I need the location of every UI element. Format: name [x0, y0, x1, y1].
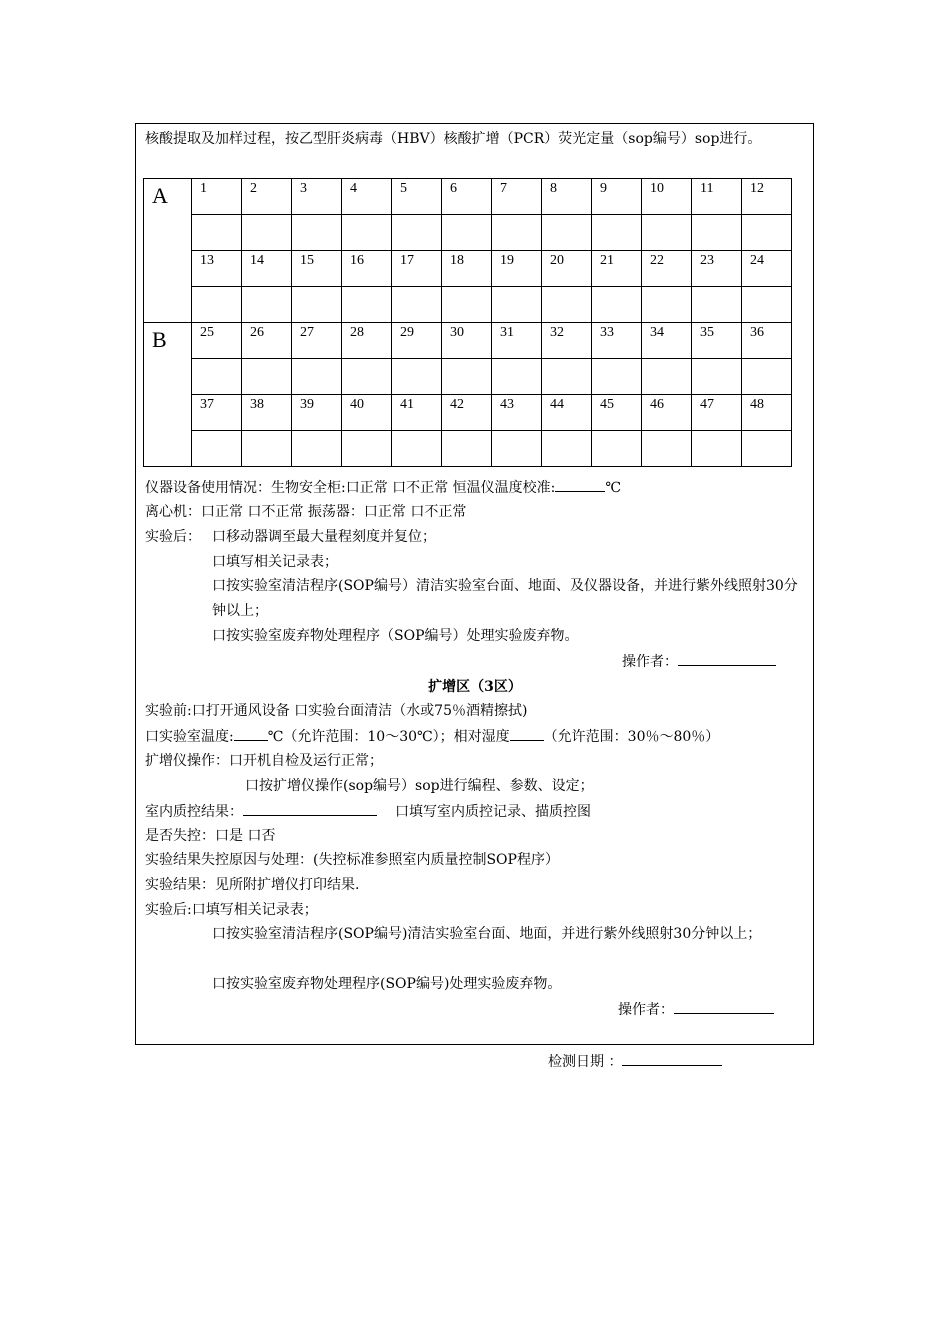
- well-entry-cell[interactable]: [542, 431, 592, 467]
- well-number: 34: [642, 323, 692, 359]
- well-number: 39: [292, 395, 342, 431]
- well-number: 43: [492, 395, 542, 431]
- well-number: 5: [392, 179, 442, 215]
- section-title: 扩增区（3区）: [428, 679, 522, 695]
- well-entry-cell[interactable]: [542, 215, 592, 251]
- well-number: 26: [242, 323, 292, 359]
- amp-after-item-1: 口按实验室清洁程序(SOP编号)清洁实验室台面、地面，并进行紫外线照射30分钟以上；: [212, 926, 762, 942]
- qc-result-blank[interactable]: [243, 801, 377, 816]
- well-entry-cell[interactable]: [242, 215, 292, 251]
- well-number: 22: [642, 251, 692, 287]
- well-number: 15: [292, 251, 342, 287]
- well-entry-cell[interactable]: [642, 431, 692, 467]
- well-entry-cell[interactable]: [392, 359, 442, 395]
- well-entry-cell[interactable]: [492, 287, 542, 323]
- operator-1: 操作者：: [622, 651, 776, 671]
- well-entry-cell[interactable]: [442, 359, 492, 395]
- well-entry-cell[interactable]: [492, 359, 542, 395]
- well-entry-cell[interactable]: [342, 431, 392, 467]
- well-number: 45: [592, 395, 642, 431]
- well-number: 35: [692, 323, 742, 359]
- humidity-blank[interactable]: [510, 726, 544, 741]
- well-number: 24: [742, 251, 792, 287]
- operator-2: 操作者：: [618, 999, 774, 1019]
- loss-control-line: 是否失控：口是 口否: [145, 828, 276, 844]
- well-entry-cell[interactable]: [592, 215, 642, 251]
- temperature-blank[interactable]: [555, 477, 605, 492]
- well-number: 36: [742, 323, 792, 359]
- well-number: 23: [692, 251, 742, 287]
- well-entry-cell[interactable]: [192, 287, 242, 323]
- well-number: 14: [242, 251, 292, 287]
- sample-plate-table: [143, 178, 792, 467]
- well-number: 9: [592, 179, 642, 215]
- well-entry-cell[interactable]: [192, 215, 242, 251]
- well-entry-cell[interactable]: [492, 431, 542, 467]
- well-number: 29: [392, 323, 442, 359]
- operator-1-blank[interactable]: [678, 651, 776, 666]
- well-entry-cell[interactable]: [292, 215, 342, 251]
- well-number: 20: [542, 251, 592, 287]
- well-entry-cell[interactable]: [692, 287, 742, 323]
- well-number: 21: [592, 251, 642, 287]
- intro-text: 核酸提取及加样过程，按乙型肝炎病毒（HBV）核酸扩增（PCR）荧光定量（sop编号）sop进行。: [145, 131, 762, 147]
- well-entry-cell[interactable]: [692, 431, 742, 467]
- well-number: 25: [192, 323, 242, 359]
- well-entry-cell[interactable]: [342, 359, 392, 395]
- well-number: 18: [442, 251, 492, 287]
- well-entry-cell[interactable]: [292, 359, 342, 395]
- well-entry-cell[interactable]: [342, 287, 392, 323]
- well-number: 1: [192, 179, 242, 215]
- well-entry-cell[interactable]: [292, 287, 342, 323]
- amp-after-item-2: 口按实验室废弃物处理程序(SOP编号)处理实验废弃物。: [212, 976, 562, 992]
- well-entry-cell[interactable]: [192, 359, 242, 395]
- well-entry-cell[interactable]: [442, 431, 492, 467]
- well-entry-cell[interactable]: [642, 287, 692, 323]
- well-entry-cell[interactable]: [742, 215, 792, 251]
- well-number: 47: [692, 395, 742, 431]
- after-item-3: 口按实验室清洁程序(SOP编号）清洁实验室台面、地面、及仪器设备，并进行紫外线照射30分钟以上；: [212, 578, 798, 619]
- amp-temp-line: 口实验室温度: ℃（允许范围：10～30℃）；相对湿度 （允许范围：30％～80％）: [145, 726, 719, 747]
- after-item-2: 口填写相关记录表；: [212, 554, 338, 570]
- well-number: 17: [392, 251, 442, 287]
- group-label: A: [144, 179, 192, 323]
- result-line: 实验结果：见所附扩增仪打印结果.: [145, 877, 360, 893]
- well-entry-cell[interactable]: [392, 215, 442, 251]
- well-number: 31: [492, 323, 542, 359]
- well-entry-cell[interactable]: [542, 287, 592, 323]
- well-number: 32: [542, 323, 592, 359]
- well-number: 6: [442, 179, 492, 215]
- well-entry-cell[interactable]: [342, 215, 392, 251]
- lab-temp-blank[interactable]: [234, 726, 268, 741]
- well-number: 13: [192, 251, 242, 287]
- well-entry-cell[interactable]: [542, 359, 592, 395]
- test-date-blank[interactable]: [622, 1051, 722, 1066]
- amp-op-1: 扩增仪操作：口开机自检及运行正常；: [145, 753, 383, 769]
- well-number: 3: [292, 179, 342, 215]
- well-entry-cell[interactable]: [642, 359, 692, 395]
- test-date: 检测日期 ：: [548, 1051, 722, 1071]
- cause-line: 实验结果失控原因与处理：(失控标准参照室内质量控制SOP程序）: [145, 852, 559, 868]
- well-entry-cell[interactable]: [492, 215, 542, 251]
- well-number: 19: [492, 251, 542, 287]
- well-number: 37: [192, 395, 242, 431]
- well-number: 46: [642, 395, 692, 431]
- well-entry-cell[interactable]: [392, 431, 442, 467]
- well-number: 44: [542, 395, 592, 431]
- equipment-line-1: 仪器设备使用情况：生物安全柜:口正常 口不正常 恒温仪温度校准: ℃: [145, 477, 621, 498]
- well-number: 11: [692, 179, 742, 215]
- well-number: 42: [442, 395, 492, 431]
- qc-line: 室内质控结果： 口填写室内质控记录、描质控图: [145, 801, 591, 822]
- well-entry-cell[interactable]: [692, 359, 742, 395]
- well-number: 10: [642, 179, 692, 215]
- well-number: 30: [442, 323, 492, 359]
- well-entry-cell[interactable]: [442, 287, 492, 323]
- well-number: 48: [742, 395, 792, 431]
- well-entry-cell[interactable]: [242, 431, 292, 467]
- well-entry-cell[interactable]: [592, 359, 642, 395]
- well-entry-cell[interactable]: [392, 287, 442, 323]
- group-label: B: [144, 323, 192, 467]
- well-entry-cell[interactable]: [442, 215, 492, 251]
- amp-op-2: 口按扩增仪操作(sop编号）sop进行编程、参数、设定；: [245, 778, 594, 794]
- well-entry-cell[interactable]: [692, 215, 742, 251]
- well-number: 7: [492, 179, 542, 215]
- after-label: 实验后：: [145, 529, 201, 545]
- operator-2-blank[interactable]: [674, 999, 774, 1014]
- well-number: 16: [342, 251, 392, 287]
- well-entry-cell[interactable]: [242, 359, 292, 395]
- after-item-4: 口按实验室废弃物处理程序（SOP编号）处理实验废弃物。: [212, 628, 579, 644]
- well-number: 27: [292, 323, 342, 359]
- well-number: 40: [342, 395, 392, 431]
- equipment-line-2: 离心机：口正常 口不正常 振荡器：口正常 口不正常: [145, 504, 467, 520]
- after-item-1: 口移动器调至最大量程刻度并复位；: [212, 529, 436, 545]
- well-entry-cell[interactable]: [742, 431, 792, 467]
- well-entry-cell[interactable]: [192, 431, 242, 467]
- well-entry-cell[interactable]: [592, 287, 642, 323]
- well-number: 8: [542, 179, 592, 215]
- well-number: 38: [242, 395, 292, 431]
- well-entry-cell[interactable]: [242, 287, 292, 323]
- well-number: 28: [342, 323, 392, 359]
- well-number: 4: [342, 179, 392, 215]
- well-entry-cell[interactable]: [292, 431, 342, 467]
- well-number: 2: [242, 179, 292, 215]
- well-entry-cell[interactable]: [642, 215, 692, 251]
- amp-after-label: 实验后:口填写相关记录表；: [145, 902, 318, 918]
- amp-before: 实验前:口打开通风设备 口实验台面清洁（水或75％酒精擦拭): [145, 703, 528, 719]
- well-number: 41: [392, 395, 442, 431]
- well-number: 33: [592, 323, 642, 359]
- well-entry-cell[interactable]: [592, 431, 642, 467]
- well-entry-cell[interactable]: [742, 359, 792, 395]
- well-entry-cell[interactable]: [742, 287, 792, 323]
- well-number: 12: [742, 179, 792, 215]
